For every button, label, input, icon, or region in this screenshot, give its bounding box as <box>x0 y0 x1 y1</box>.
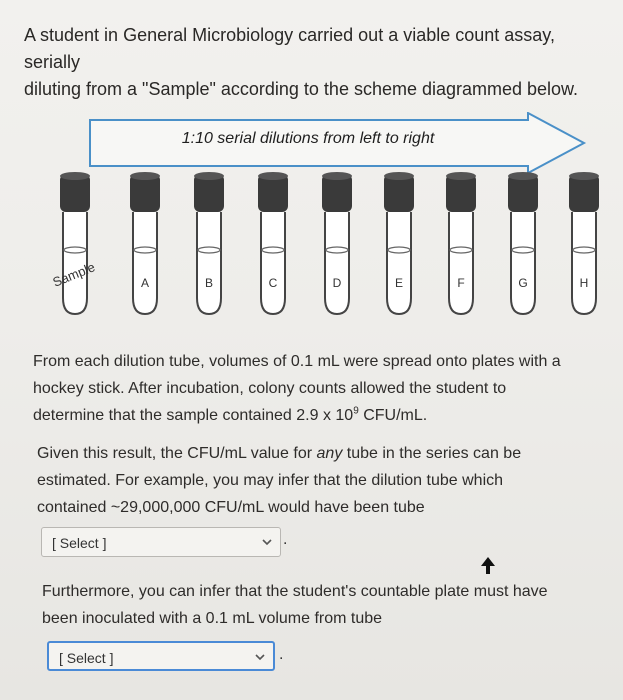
tube-e <box>382 170 416 320</box>
period-1: . <box>283 531 288 548</box>
paragraph-plating-line-1: From each dilution tube, volumes of 0.1 mL were spread onto plates with a <box>33 353 561 370</box>
inference-text-b: tube in the series can be <box>342 445 522 462</box>
tube-c <box>256 170 290 320</box>
tube-label-g: G <box>518 276 528 290</box>
banner-label: 1:10 serial dilutions from left to right <box>181 130 435 147</box>
tube-g <box>506 170 540 320</box>
paragraph-inference-line-3: contained ~29,000,000 CFU/mL would have been tube <box>37 499 425 516</box>
tube-row <box>0 170 623 320</box>
tube-select-1[interactable] <box>41 527 281 557</box>
tube-select-2[interactable] <box>47 641 275 671</box>
period-2: . <box>279 646 284 663</box>
emphasis-any: any <box>316 445 343 462</box>
tube-label-b: B <box>204 276 213 290</box>
paragraph-plating-line-2: hockey stick. After incubation, colony counts allowed the student to <box>33 380 507 397</box>
tube-label-a: A <box>140 276 149 290</box>
count-unit: CFU/mL. <box>358 407 428 424</box>
tube-label-e: E <box>394 276 403 290</box>
paragraph-plating <box>33 348 603 429</box>
chevron-down-icon <box>262 537 272 547</box>
tube-label-h: H <box>579 276 589 290</box>
tube-f <box>444 170 478 320</box>
tube-d <box>320 170 354 320</box>
inference-text-a: Given this result, the CFU/mL value for <box>37 445 317 462</box>
paragraph-countable-line-1: Furthermore, you can infer that the student's countable plate must have <box>42 583 548 600</box>
chevron-down-icon <box>255 652 265 662</box>
paragraph-inference-line-2: estimated. For example, you may infer that the dilution tube which <box>37 472 504 489</box>
paragraph-inference-line-1 <box>37 440 597 467</box>
tube-sample <box>50 170 98 320</box>
paragraph-inference <box>37 440 597 521</box>
paragraph-countable-line-2: been inoculated with a 0.1 mL volume from tube <box>42 610 383 627</box>
paragraph-countable-plate <box>42 578 602 632</box>
intro-line-1: A student in General Microbiology carried out a viable count assay, serially <box>24 25 555 72</box>
paragraph-plating-line-3 <box>33 402 603 429</box>
tube-select-1-value: [ Select ] <box>52 535 107 551</box>
tube-label-c: C <box>268 276 278 290</box>
tube-b <box>192 170 226 320</box>
count-exponent: 9 <box>353 405 359 417</box>
tube-label-sample: Sample <box>50 259 98 290</box>
tube-h <box>567 170 601 320</box>
tube-label-f: F <box>457 276 465 290</box>
count-text: determine that the sample contained 2.9 x 10 <box>33 407 354 424</box>
tube-a <box>128 170 162 320</box>
intro-text <box>24 22 614 103</box>
dilution-arrow-banner <box>88 112 588 174</box>
intro-line-2: diluting from a "Sample" according to the scheme diagrammed below. <box>24 79 579 99</box>
tube-label-d: D <box>332 276 342 290</box>
tube-select-2-value: [ Select ] <box>59 650 114 666</box>
mouse-pointer-icon <box>480 556 496 576</box>
